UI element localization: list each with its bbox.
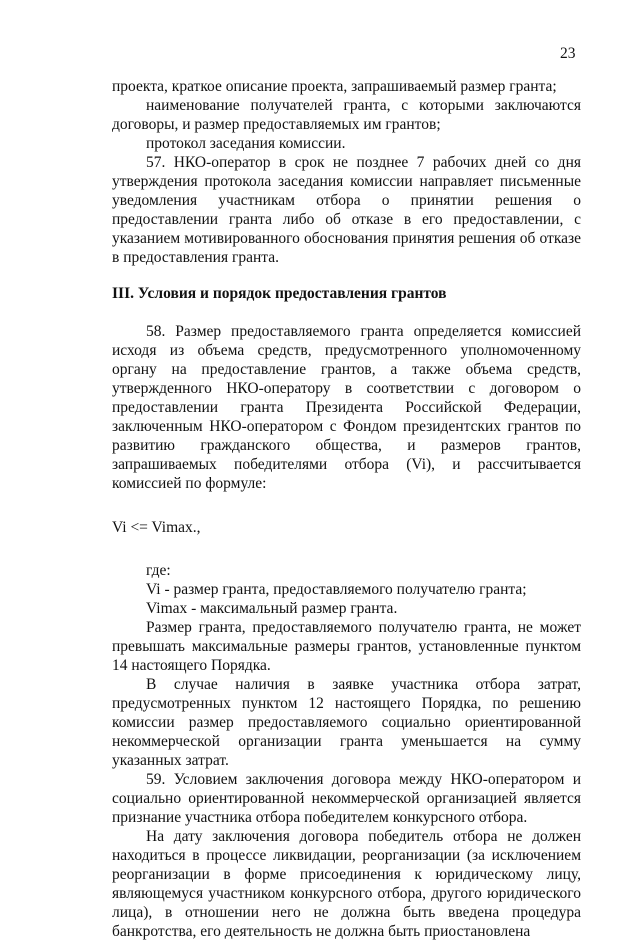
paragraph-vi-definition: Vi - размер гранта, предоставляемого получателю гранта;: [146, 581, 527, 598]
paragraph-costs: В случае наличия в заявке участника отбора затрат, предусмотренных пунктом 12 настоящего Порядка, по решению комиссии размер предоставляемого социально ориентированной некоммерческой организации гранта уменьшается на сумму указанных затрат.: [112, 676, 581, 769]
paragraph-where: где:: [146, 562, 171, 579]
paragraph-continuation: проекта, краткое описание проекта, запрашиваемый размер гранта;: [112, 78, 557, 95]
paragraph-protocol: протокол заседания комиссии.: [146, 135, 346, 152]
document-body: [112, 77, 581, 941]
paragraph-59: 59. Условием заключения договора между НКО-оператором и социально ориентированной некоммерческой организацией является признание участника отбора победителем конкурсного отбора.: [112, 771, 581, 826]
paragraph-grant-limit: Размер гранта, предоставляемого получателю гранта, не может превышать максимальные размеры грантов, установленные пунктом 14 настоящего Порядка.: [112, 619, 581, 674]
paragraph-vimax-definition: Vimax - максимальный размер гранта.: [146, 600, 398, 617]
paragraph-57: 57. НКО-оператор в срок не позднее 7 рабочих дней со дня утверждения протокола заседания комиссии направляет письменные уведомления участникам отбора о принятии решения о предоставлении гранта либо об отказе в его предоставлении, с указанием мотивированного обоснования принятия решения об отказе в предоставления гранта.: [112, 154, 581, 266]
page-number: 23: [560, 45, 576, 62]
paragraph-58: 58. Размер предоставляемого гранта определяется комиссией исходя из объема средств, предусмотренного уполномоченному органу на предоставление грантов, а также объема средств, утвержденного НКО-оператору в соответствии с договором о предоставлении гранта Президента Российской Федерации, заключенным НКО-оператором с Фондом президентских грантов по развитию гражданского общества, и размеров грантов, запрашиваемых победителями отбора (Vi), и рассчитывается комиссией по формуле:: [112, 323, 581, 492]
section-heading: III. Условия и порядок предоставления грантов: [112, 285, 447, 302]
paragraph-contract-date: На дату заключения договора победитель отбора не должен находиться в процессе ликвидации, реорганизации (за исключением реорганизации в форме присоединения к юридическому лицу, являющемуся участником конкурсного отбора, другого юридического лица), в отношении него не должна быть введена процедура банкротства, его деятельность не должна быть приостановлена: [112, 828, 581, 940]
formula: Vi <= Vimax.,: [112, 519, 201, 536]
paragraph-recipients: наименование получателей гранта, с которыми заключаются договоры, и размер предоставляемых им грантов;: [112, 97, 581, 133]
